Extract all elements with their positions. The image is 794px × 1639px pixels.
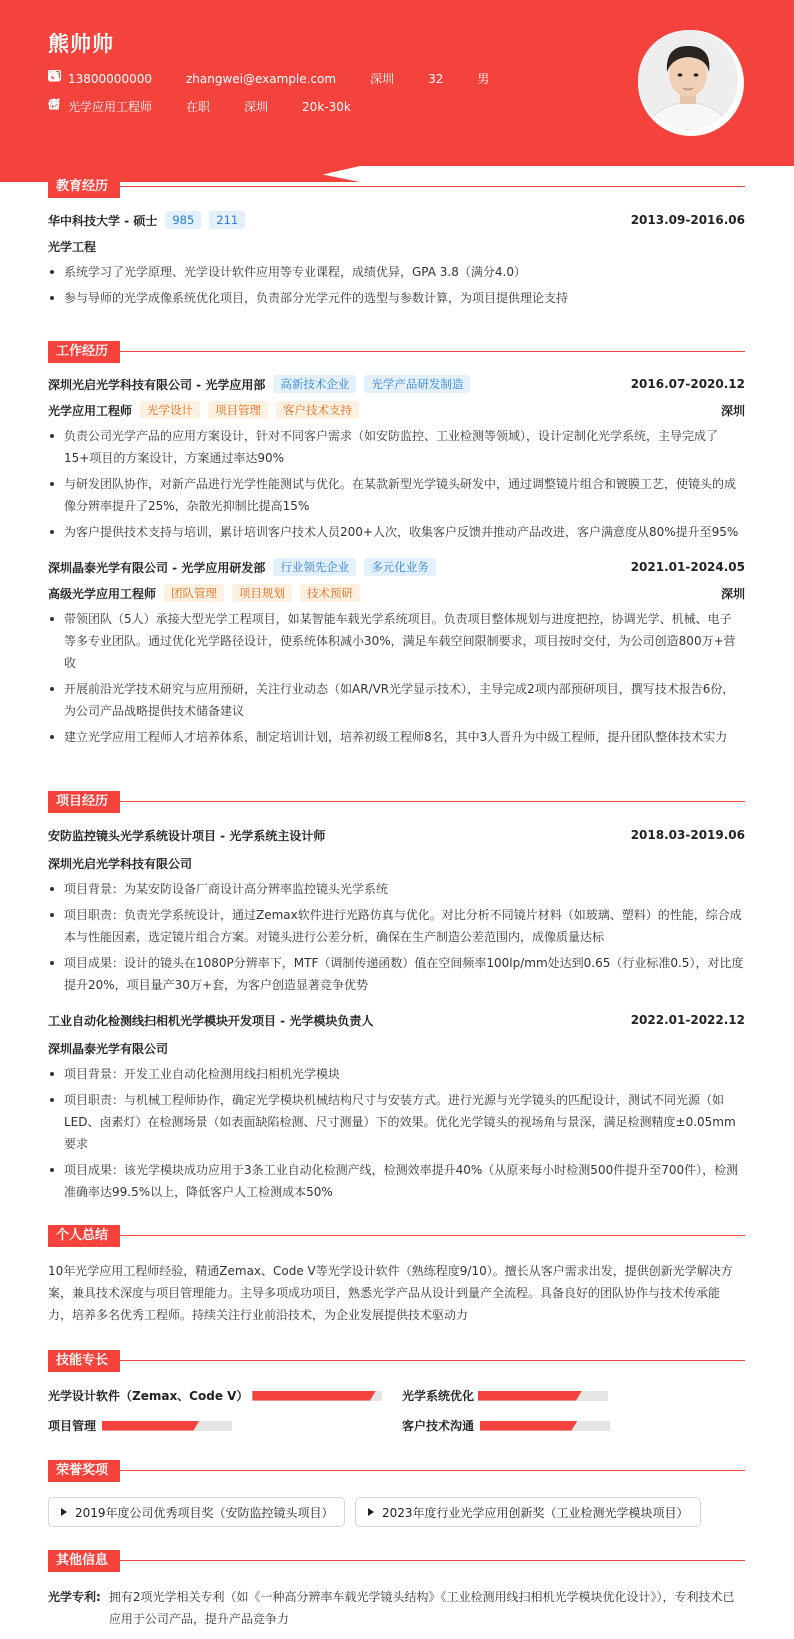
list-item: 负责公司光学产品的应用方案设计，针对不同客户需求（如安防监控、工业检测等领域），设计定制化光学系统，主导完成了 15+项目的方案设计，方案通过率达90% (48, 425, 745, 469)
award-text: 2019年度公司优秀项目奖（安防监控镜头项目） (75, 1505, 334, 1520)
list-item: 项目背景：开发工业自动化检测用线扫相机光学模块 (48, 1063, 745, 1085)
project-date: 2018.03-2019.06 (630, 828, 745, 842)
list-item: 参与导师的光学成像系统优化项目，负责部分光学元件的选型与参数计算，为项目提供理论支持 (48, 287, 745, 309)
education-date: 2013.09-2016.06 (630, 213, 745, 227)
company-name: 深圳晶泰光学有限公司 - 光学应用研发部 (48, 560, 266, 575)
phone-text: 13800000000 (68, 71, 152, 86)
role-name: 高级光学应用工程师 (48, 586, 157, 601)
skill-bar (480, 1421, 610, 1431)
project-entry-head (48, 825, 745, 845)
list-item: 项目成果：设计的镜头在1080P分辨率下，MTF（调制传递函数）值在空间频率100lp/mm处达到0.65（行业标准0.5），对比度 提升20%，项目量产30万+套，为客户创造显著竞争优势 (48, 952, 745, 996)
work-bullets (48, 608, 745, 748)
role-tag: 项目规划 (232, 584, 292, 602)
work-entry-head (48, 374, 745, 394)
home-icon (350, 72, 364, 86)
email-text: zhangwei@example.com (185, 71, 337, 86)
list-item: 系统学习了光学原理、光学设计软件应用等专业课程，成绩优异，GPA 3.8（满分4.0） (48, 261, 745, 283)
other-title: 其他信息 (48, 1550, 120, 1572)
education-entry-head (48, 210, 745, 230)
skill-bar (252, 1391, 382, 1401)
age-text: 32 (428, 71, 444, 86)
other-row (48, 1586, 745, 1630)
work-date: 2016.07-2020.12 (630, 377, 745, 391)
list-item: 项目职责：负责光学系统设计，通过Zemax软件进行光路仿真与优化。对比分析不同镜片材料（如玻璃、塑料）的性能，综合成 本与性能因素，选定镜片组合方案。对镜头进行公差分析，确保在生产制造公差范围内，成像质量达标 (48, 904, 745, 948)
city-text: 深圳 (244, 100, 269, 114)
education-title: 教育经历 (48, 176, 120, 198)
salary-icon (282, 100, 296, 114)
summary-section (48, 1225, 745, 1326)
mail-icon (166, 72, 180, 86)
company-name: 深圳光启光学科技有限公司 - 光学应用部 (48, 377, 266, 392)
salary-text: 20k-30k (302, 99, 351, 114)
skill-item (48, 1387, 382, 1404)
projects-title: 项目经历 (48, 791, 120, 813)
skill-item (48, 1417, 232, 1434)
role-tag: 团队管理 (164, 584, 224, 602)
project-date: 2022.01-2022.12 (630, 1013, 745, 1027)
company-tag: 多元化业务 (364, 558, 436, 576)
skill-bar (102, 1421, 232, 1431)
triangle-icon (368, 1508, 374, 1516)
role-head (48, 400, 745, 420)
role-tag: 光学设计 (140, 401, 200, 419)
award-item (355, 1497, 701, 1527)
other-section (48, 1550, 745, 1630)
skill-name: 客户技术沟通 (402, 1419, 475, 1433)
section-heading (48, 341, 745, 363)
role-tag: 技术预研 (300, 584, 360, 602)
other-text: 拥有2项光学相关专利（如《一种高分辨率车载光学镜头结构》《工业检测用线扫相机光学模块优化设计》），专利技术已 应用于公司产品，提升产品竞争力 (108, 1590, 735, 1626)
company-tag: 高新技术企业 (273, 375, 356, 393)
list-item: 与研发团队协作，对新产品进行光学性能测试与优化。在某款新型光学镜头研发中，通过调整镜片组合和镀膜工艺，使镜头的成 像分辨率提升了25%，杂散光抑制比提高15% (48, 473, 745, 517)
skill-bar (478, 1391, 608, 1401)
project-entry-head (48, 1010, 745, 1030)
company-tag: 行业领先企业 (273, 558, 356, 576)
education-section (48, 176, 745, 309)
skill-item (402, 1387, 608, 1404)
section-heading (48, 1350, 745, 1372)
list-item: 项目背景：为某安防设备厂商设计高分辨率监控镜头光学系统 (48, 878, 745, 900)
section-heading (48, 791, 745, 813)
summary-title: 个人总结 (48, 1225, 120, 1247)
awards-title: 荣誉奖项 (48, 1460, 120, 1482)
cake-icon (408, 72, 422, 86)
avatar (638, 30, 744, 136)
section-heading (48, 176, 745, 198)
list-item: 建立光学应用工程师人才培养体系，制定培训计划，培养初级工程师8名，其中3人晋升为中级工程师，提升团队整体技术实力 (48, 726, 745, 748)
status-text: 在职 (186, 100, 211, 114)
projects-section (48, 791, 745, 1203)
work-city: 深圳 (720, 586, 745, 601)
project-title: 安防监控镜头光学系统设计项目 - 光学系统主设计师 (48, 828, 326, 843)
candidate-name: 熊帅帅 (48, 32, 114, 56)
job-intent-row (48, 98, 365, 115)
skill-name: 光学设计软件（Zemax、Code V） (48, 1389, 249, 1403)
company-tag: 光学产品研发制造 (364, 375, 470, 393)
skill-name: 光学系统优化 (402, 1389, 475, 1403)
avatar-photo (638, 30, 738, 130)
contact-row (48, 70, 503, 87)
triangle-icon (61, 1508, 67, 1516)
school-tag: 211 (209, 211, 245, 229)
education-bullets (48, 261, 745, 309)
work-bullets (48, 425, 745, 543)
award-item (48, 1497, 345, 1527)
work-city: 深圳 (720, 403, 745, 418)
awards-section (48, 1460, 745, 1540)
gender-text: 男 (477, 72, 490, 86)
summary-text: 10年光学应用工程师经验，精通Zemax、Code V等光学设计软件（熟练程度9/10）。擅长从客户需求出发，提供创新光学解决方 案，兼具技术深度与项目管理能力。主导多项成功项目，熟悉光学产品从设计到量产全流程。具备良好的团队协作与技术传承能 力，培养多名优秀工程师。持续关注行业前沿技术，为企业发展提供技术驱动力 (48, 1264, 733, 1322)
section-heading (48, 1225, 745, 1247)
award-text: 2023年度行业光学应用创新奖（工业检测光学模块项目） (382, 1505, 689, 1520)
list-item: 项目职责：与机械工程师协作，确定光学模块机械结构尺寸与安装方式。进行光源与光学镜头的匹配设计，测试不同光源（如 LED、卤素灯）在检测场景（如表面缺陷检测、尺寸测量）下的效果。优化光学镜头的视场角与景深，满足检测精度±0.05mm要求 (48, 1089, 745, 1155)
project-bullets (48, 1063, 745, 1203)
list-item: 开展前沿光学技术研究与应用预研，关注行业动态（如AR/VR光学显示技术），主导完成2项内部预研项目，撰写技术报告6份， 为公司产品战略提供技术储备建议 (48, 678, 745, 722)
school-name: 华中科技大学 - 硕士 (48, 213, 158, 228)
gender-icon (457, 72, 471, 86)
school-tag: 985 (165, 211, 201, 229)
project-title: 工业自动化检测线扫相机光学模块开发项目 - 光学模块负责人 (48, 1013, 374, 1028)
job-title-text: 光学应用工程师 (68, 100, 153, 114)
section-heading (48, 1550, 745, 1572)
major: 光学工程 (48, 240, 97, 254)
work-title: 工作经历 (48, 341, 120, 363)
section-heading (48, 1460, 745, 1482)
resume-header (0, 0, 794, 182)
work-section (48, 341, 745, 748)
project-bullets (48, 878, 745, 996)
role-tag: 项目管理 (208, 401, 268, 419)
other-label: 光学专利: (48, 1590, 101, 1604)
building-icon (224, 100, 238, 114)
list-item: 项目成果：该光学模块成功应用于3条工业自动化检测产线，检测效率提升40%（从原来每小时检测500件提升至700件），检测 准确率达99.5%以上，降低客户人工检测成本50% (48, 1159, 745, 1203)
project-company: 深圳光启光学科技有限公司 (48, 857, 193, 871)
skill-name: 项目管理 (48, 1419, 97, 1433)
work-entry-head (48, 557, 745, 577)
location-text: 深圳 (370, 72, 395, 86)
skill-item (402, 1417, 610, 1434)
work-date: 2021.01-2024.05 (630, 560, 745, 574)
project-company: 深圳晶泰光学有限公司 (48, 1042, 169, 1056)
list-item: 带领团队（5人）承接大型光学工程项目，如某智能车载光学系统项目。负责项目整体规划与进度把控，协调光学、机械、电子 等多专业团队。通过优化光学路径设计，使系统体积减小30%，满足车载空间限制要求，项目按时交付，为公司创造800万+营收 (48, 608, 745, 674)
list-item: 为客户提供技术支持与培训，累计培训客户技术人员200+人次，收集客户反馈并推动产品改进，客户满意度从80%提升至95% (48, 521, 745, 543)
role-tag: 客户技术支持 (276, 401, 359, 419)
status-icon (166, 100, 180, 114)
role-name: 光学应用工程师 (48, 403, 133, 418)
role-head (48, 583, 745, 603)
skills-section (48, 1350, 745, 1433)
skills-title: 技能专长 (48, 1350, 120, 1372)
